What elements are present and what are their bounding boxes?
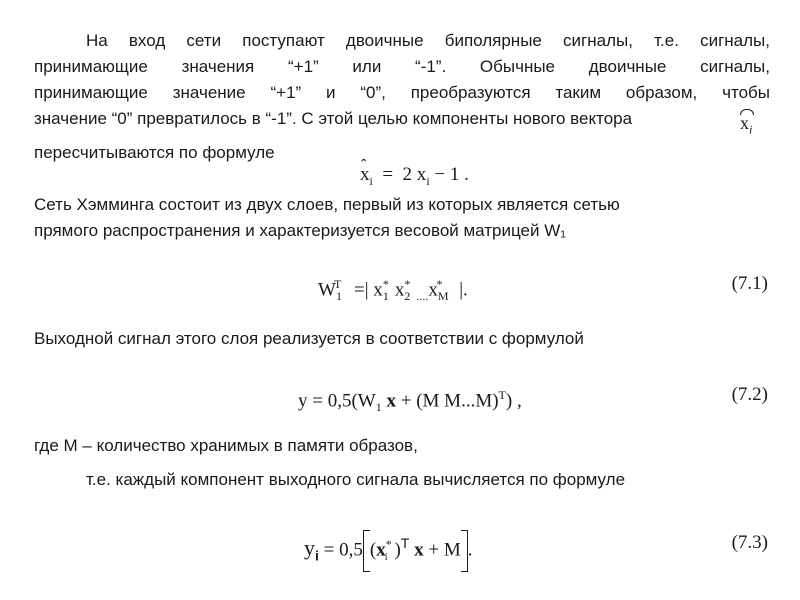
right-bracket (461, 530, 468, 572)
paragraph-1-line-5: пересчитываются по формуле (34, 143, 275, 162)
paragraph-3: Выходной сигнал этого слоя реализуется в соответствии с формулой (34, 329, 584, 348)
paragraph-1-line-1: На вход сети поступают двоичные биполярные сигналы, т.е. сигналы, (86, 31, 770, 50)
paragraph-1-line-2: принимающие значения “+1” или “-1”. Обычные двоичные сигналы, (34, 57, 770, 76)
paragraph-2-line-2: прямого распространения и характеризуется весовой матрицей W₁ (34, 221, 567, 240)
formula-7-3: $y_i = 0,5$ ($x^*_i$ )$^T$ x + M . (304, 521, 472, 580)
paragraph-1-line-4-text: значение “0” превратилось в “-1”. С этой целью компоненты нового вектора (34, 109, 633, 128)
vector-x-hat-symbol: $x_i$ (740, 113, 753, 137)
equation-number-7-1: (7.1) (731, 273, 768, 294)
paragraph-2-line-1: Сеть Хэмминга состоит из двух слоев, первый из которых является сетью (34, 195, 620, 214)
equation-number-7-2: (7.2) (731, 384, 768, 405)
paragraph-5: т.е. каждый компонент выходного сигнала вычисляется по формуле (86, 470, 626, 489)
formula-7-1: $W_1^T$ =| $x_1^*$ $x_2^*_{....}x_M^*$ |. (318, 277, 468, 304)
paragraph-1-line-4 (34, 108, 753, 137)
equation-number-7-3: (7.3) (731, 532, 768, 553)
formula-7-2: $y = 0,5(W_1$ x + (M M...M)$^T$) , (298, 388, 522, 415)
formula-normalization: ˆ $x_i = 2$ $x_i - 1$ . (360, 163, 469, 193)
paragraph-1-line-3: принимающие значение “+1” и “0”, преобразуются таким образом, чтобы (34, 83, 770, 102)
left-bracket (363, 530, 370, 572)
paragraph-4: где M – количество хранимых в памяти образов, (34, 436, 418, 455)
